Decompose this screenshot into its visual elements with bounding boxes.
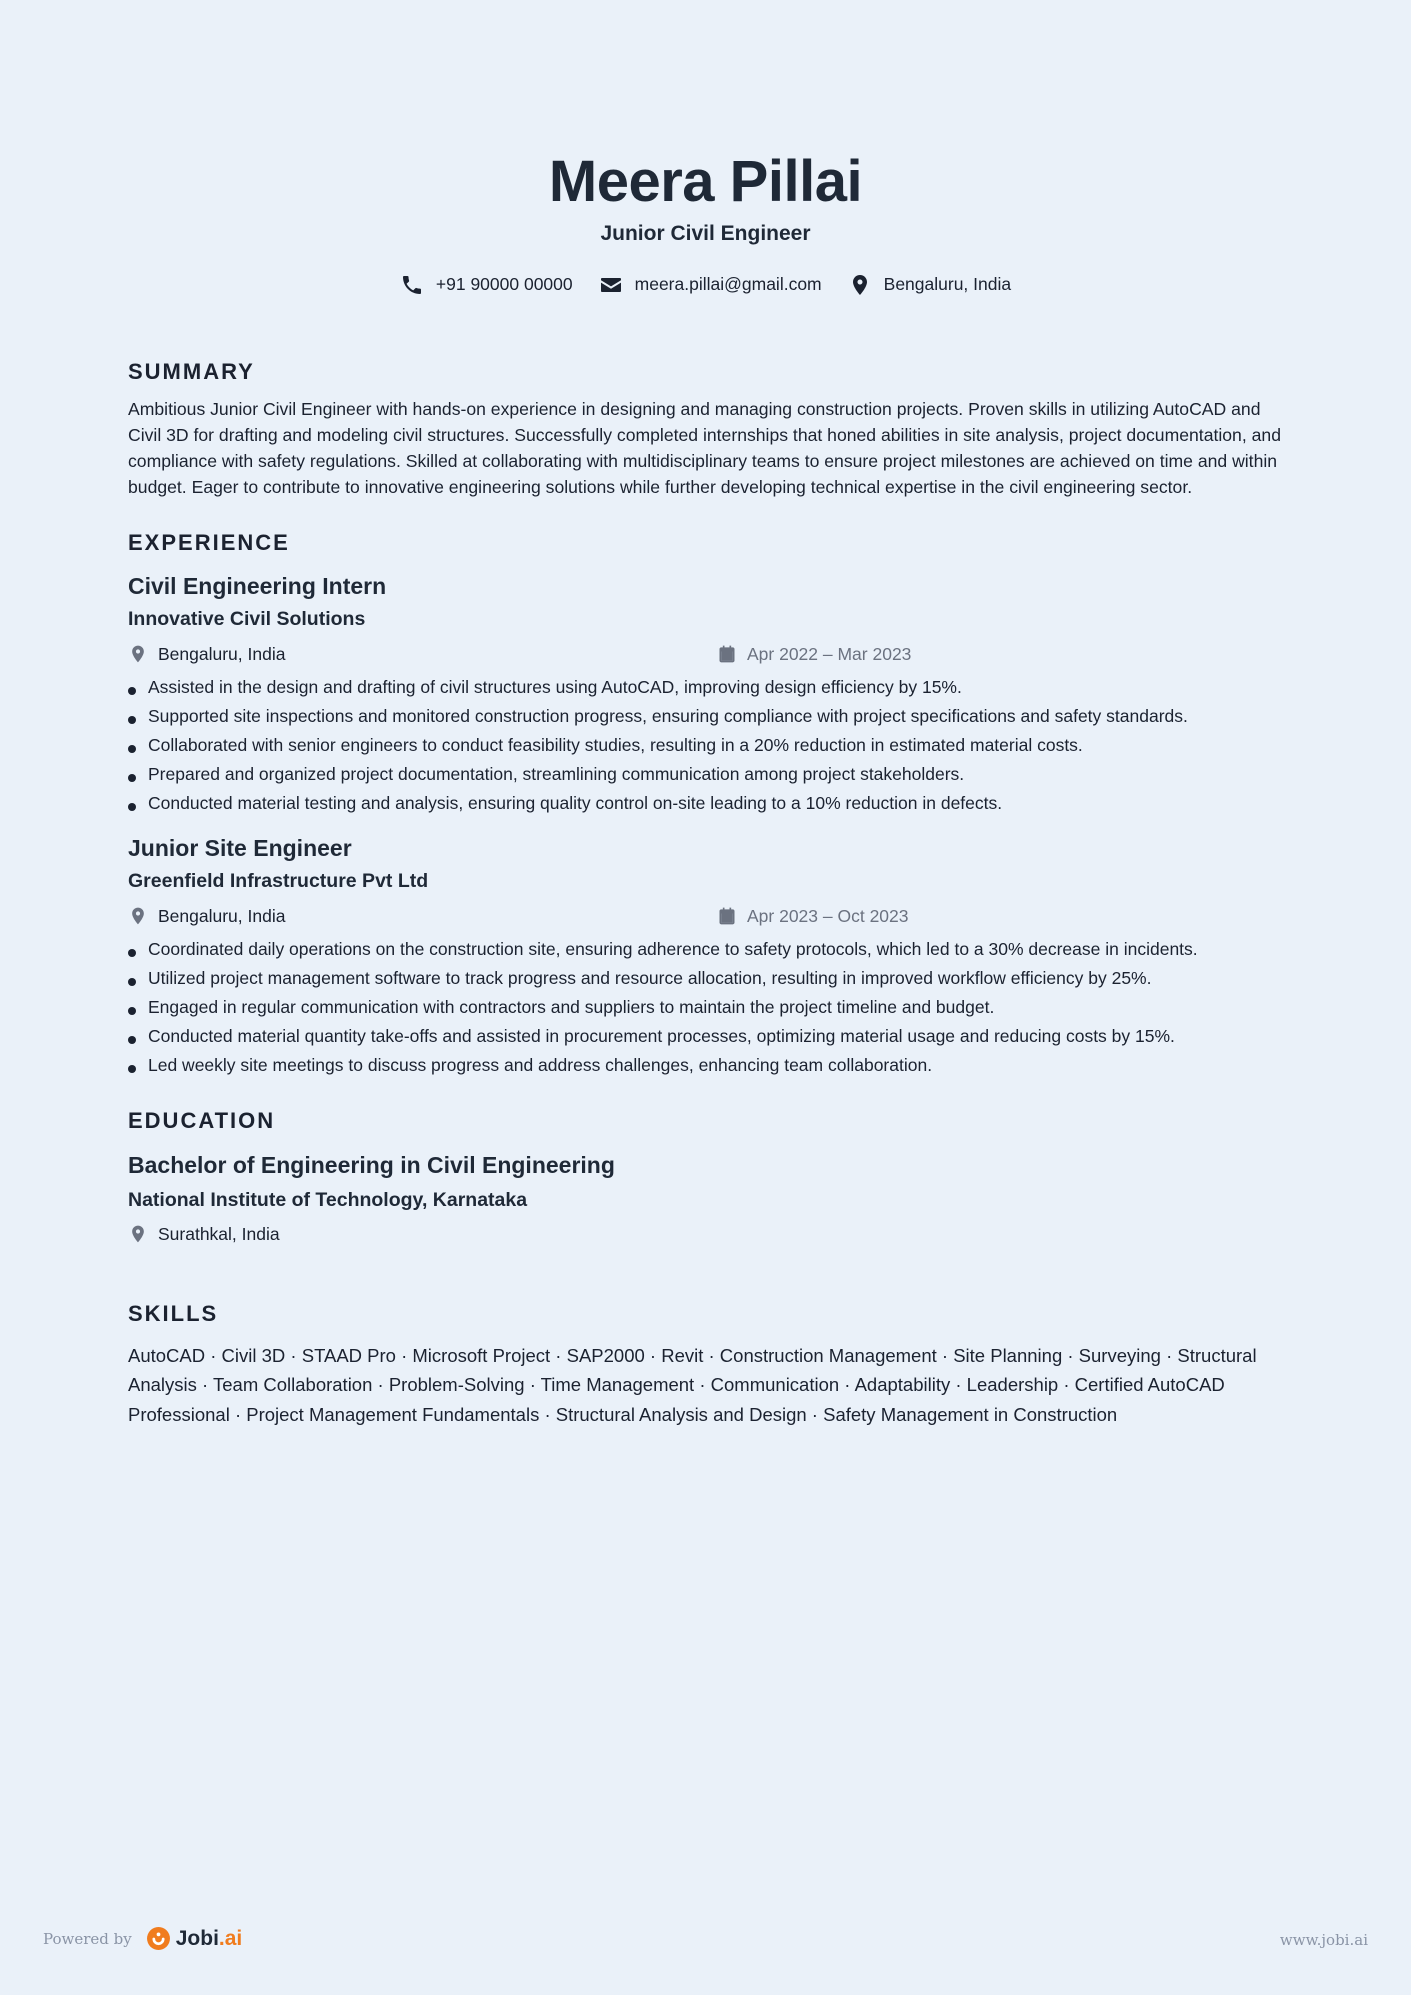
skills-section bbox=[128, 1301, 1283, 1430]
job-title: Junior Site Engineer bbox=[128, 834, 352, 861]
degree-title: Bachelor of Engineering in Civil Engineering bbox=[128, 1151, 615, 1178]
map-pin-icon bbox=[848, 273, 872, 297]
job-location bbox=[128, 644, 717, 665]
powered-by-label: Powered by bbox=[43, 1929, 132, 1948]
envelope-icon bbox=[599, 273, 623, 297]
bullet-item: Conducted material quantity take-offs and assisted in procurement processes, optimizing material usage and reducing costs by 15%. bbox=[128, 1022, 1283, 1051]
job-company: Innovative Civil Solutions bbox=[128, 607, 366, 630]
skills-text: AutoCAD · Civil 3D · STAAD Pro · Microsoft Project · SAP2000 · Revit · Construction Management · Site Planning · Surveying · Structural Analysis · Team Collaboration · Problem-Solving · Time Management · Communication · Adaptability · Leadership · Certified AutoCAD Professional · Project Management Fundamentals · Structural Analysis and Design · Safety Management in Construction bbox=[128, 1344, 1257, 1425]
phone-text: +91 90000 00000 bbox=[435, 274, 573, 295]
job-meta bbox=[128, 906, 1283, 927]
bullet-item: Assisted in the design and drafting of civil structures using AutoCAD, improving design efficiency by 15%. bbox=[128, 673, 1283, 702]
summary-heading: SUMMARY bbox=[128, 358, 255, 384]
contact-row bbox=[128, 273, 1283, 297]
job-entry bbox=[128, 573, 1283, 818]
logo-suffix-text: .ai bbox=[218, 1926, 243, 1950]
footer-website-link[interactable]: www.jobi.ai bbox=[1279, 1931, 1368, 1949]
education-heading: EDUCATION bbox=[128, 1107, 276, 1133]
map-pin-icon bbox=[128, 1224, 148, 1244]
candidate-title: Junior Civil Engineer bbox=[600, 221, 811, 245]
bullet-item: Collaborated with senior engineers to conduct feasibility studies, resulting in a 20% reduction in estimated material costs. bbox=[128, 731, 1283, 760]
calendar-icon bbox=[717, 906, 737, 926]
resume-page bbox=[128, 0, 1283, 1429]
summary-text: Ambitious Junior Civil Engineer with hands-on experience in designing and managing construction projects. Proven skills in utilizing AutoCAD and Civil 3D for drafting and modeling civil structures. Successfully completed internships that honed abilities in site analysis, project documentation, and compliance with safety regulations. Skilled at collaborating with multidisciplinary teams to ensure project milestones are achieved on time and within budget. Eager to contribute to innovative engineering solutions while further developing technical expertise in the civil engineering sector. bbox=[128, 398, 1281, 497]
education-location-text: Surathkal, India bbox=[158, 1223, 280, 1244]
job-title: Civil Engineering Intern bbox=[128, 572, 387, 599]
logo-text bbox=[176, 1927, 243, 1951]
bullet-item: Conducted material testing and analysis, ensuring quality control on-site leading to a 10% reduction in defects. bbox=[128, 789, 1283, 818]
job-dates-text: Apr 2023 – Oct 2023 bbox=[747, 905, 909, 926]
bullet-item: Prepared and organized project documentation, streamlining communication among project stakeholders. bbox=[128, 760, 1283, 789]
bullet-item: Led weekly site meetings to discuss progress and address challenges, enhancing team collaboration. bbox=[128, 1051, 1283, 1080]
job-dates-text: Apr 2022 – Mar 2023 bbox=[747, 643, 912, 664]
job-location-text: Bengaluru, India bbox=[158, 905, 286, 926]
map-pin-icon bbox=[128, 906, 148, 926]
map-pin-icon bbox=[128, 644, 148, 664]
experience-section bbox=[128, 530, 1283, 1080]
summary-section bbox=[128, 359, 1283, 500]
bullet-item: Utilized project management software to track progress and resource allocation, resulting in improved workflow efficiency by 25%. bbox=[128, 964, 1283, 993]
phone-icon bbox=[400, 273, 424, 297]
job-company: Greenfield Infrastructure Pvt Ltd bbox=[128, 869, 429, 892]
education-location bbox=[128, 1224, 280, 1245]
education-section bbox=[128, 1108, 1283, 1245]
resume-header bbox=[128, 0, 1283, 297]
contact-email[interactable] bbox=[599, 273, 822, 297]
jobi-logo-icon bbox=[146, 1926, 171, 1951]
contact-phone bbox=[400, 273, 573, 297]
logo-main-text: Jobi bbox=[175, 1926, 219, 1950]
job-location-text: Bengaluru, India bbox=[158, 643, 286, 664]
job-location bbox=[128, 906, 717, 927]
jobi-logo[interactable] bbox=[146, 1926, 243, 1951]
bullet-item: Engaged in regular communication with contractors and suppliers to maintain the project timeline and budget. bbox=[128, 993, 1283, 1022]
job-bullets bbox=[128, 673, 1283, 818]
skills-heading: SKILLS bbox=[128, 1300, 219, 1326]
job-bullets bbox=[128, 935, 1283, 1080]
job-dates bbox=[717, 644, 911, 665]
footer-branding bbox=[43, 1926, 242, 1951]
job-entry bbox=[128, 835, 1283, 1080]
bullet-item: Coordinated daily operations on the construction site, ensuring adherence to safety protocols, which led to a 30% decrease in incidents. bbox=[128, 935, 1283, 964]
location-text: Bengaluru, India bbox=[883, 274, 1012, 295]
experience-heading: EXPERIENCE bbox=[128, 529, 290, 555]
candidate-name: Meera Pillai bbox=[548, 149, 863, 214]
bullet-item: Supported site inspections and monitored construction progress, ensuring compliance with project specifications and safety standards. bbox=[128, 702, 1283, 731]
calendar-icon bbox=[717, 644, 737, 664]
job-meta bbox=[128, 644, 1283, 665]
contact-location bbox=[848, 273, 1011, 297]
job-dates bbox=[717, 906, 909, 927]
email-text[interactable]: meera.pillai@gmail.com bbox=[634, 274, 822, 295]
school-name: National Institute of Technology, Karnataka bbox=[128, 1188, 528, 1211]
education-meta bbox=[128, 1224, 1283, 1245]
